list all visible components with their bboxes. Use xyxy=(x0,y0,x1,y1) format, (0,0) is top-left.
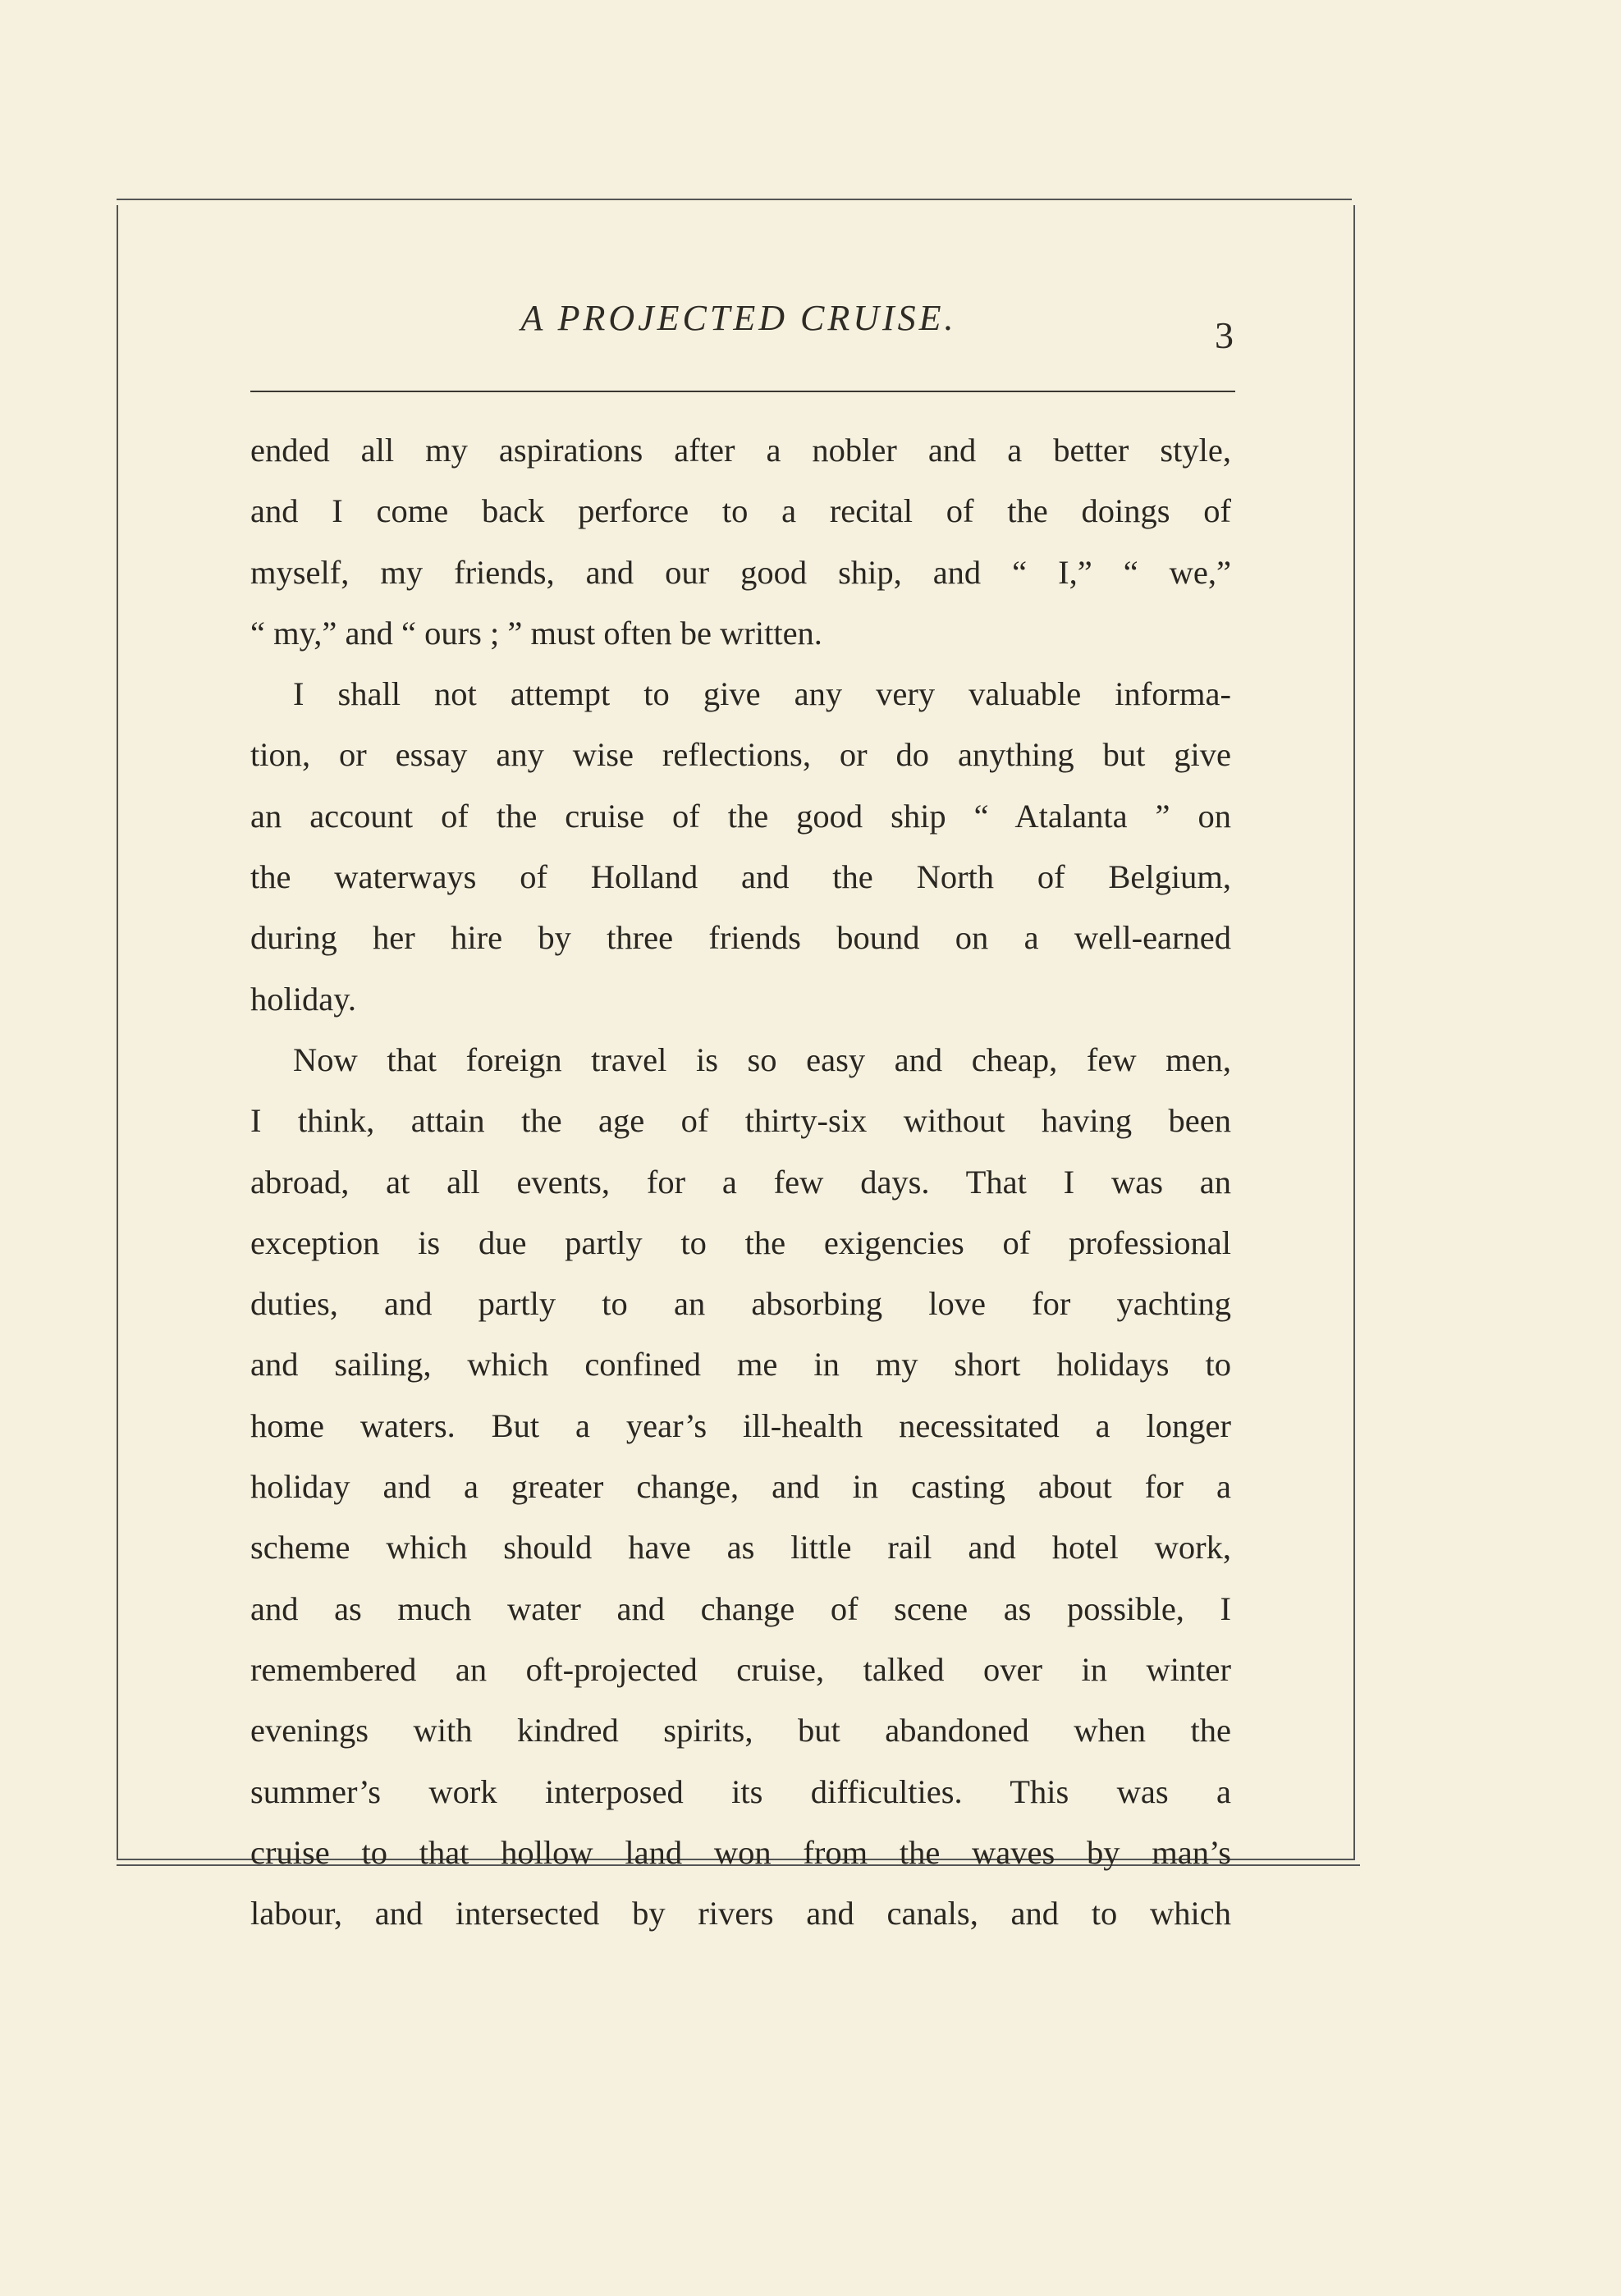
text-line: summer’s work interposed its difficulties. This was a xyxy=(250,1772,1231,1810)
text-line: Now that foreign travel is so easy and cheap, few men, xyxy=(293,1041,1231,1078)
running-head xyxy=(246,297,1231,346)
text-line: scheme which should have as little rail and hotel work, xyxy=(250,1529,1231,1566)
text-line: I think, attain the age of thirty-six without having been xyxy=(250,1102,1231,1140)
text-line: holiday. xyxy=(250,980,356,1018)
text-line: labour, and intersected by rivers and canals, and to which xyxy=(250,1895,1231,1932)
text-line: duties, and partly to an absorbing love for yachting xyxy=(250,1285,1231,1323)
body-text xyxy=(250,420,1231,1944)
running-title: A PROJECTED CRUISE. xyxy=(520,298,957,338)
text-line: remembered an oft-projected cruise, talked over in winter xyxy=(250,1650,1231,1688)
text-line: and as much water and change of scene as possible, I xyxy=(250,1589,1231,1627)
text-line: evenings with kindred spirits, but abandoned when the xyxy=(250,1712,1231,1749)
header-rule xyxy=(250,391,1235,392)
text-line: the waterways of Holland and the North of Belgium, xyxy=(250,858,1231,896)
text-line: holiday and a greater change, and in casting about for a xyxy=(250,1468,1231,1506)
text-line: exception is due partly to the exigencies of professional xyxy=(250,1223,1231,1261)
text-line: I shall not attempt to give any very valuable informa- xyxy=(293,675,1231,713)
text-line: tion, or essay any wise reflections, or do anything but give xyxy=(250,736,1231,774)
text-line: home waters. But a year’s ill-health necessitated a longer xyxy=(250,1406,1231,1444)
text-line: and sailing, which confined me in my short holidays to xyxy=(250,1346,1231,1384)
text-line: myself, my friends, and our good ship, and “ I,” “ we,” xyxy=(250,553,1231,591)
text-line: during her hire by three friends bound on a well-earned xyxy=(250,919,1231,957)
text-line: ended all my aspirations after a nobler and a better style, xyxy=(250,432,1231,469)
text-line: and I come back perforce to a recital of the doings of xyxy=(250,492,1231,530)
frame-top-rule xyxy=(117,199,1352,200)
text-line: abroad, at all events, for a few days. That I was an xyxy=(250,1163,1231,1201)
text-line: “ my,” and “ ours ; ” must often be written. xyxy=(250,614,822,652)
text-line: an account of the cruise of the good ship “ Atalanta ” on xyxy=(250,797,1231,835)
page-number: 3 xyxy=(1215,314,1234,356)
text-line: cruise to that hollow land won from the waves by man’s xyxy=(250,1833,1231,1871)
